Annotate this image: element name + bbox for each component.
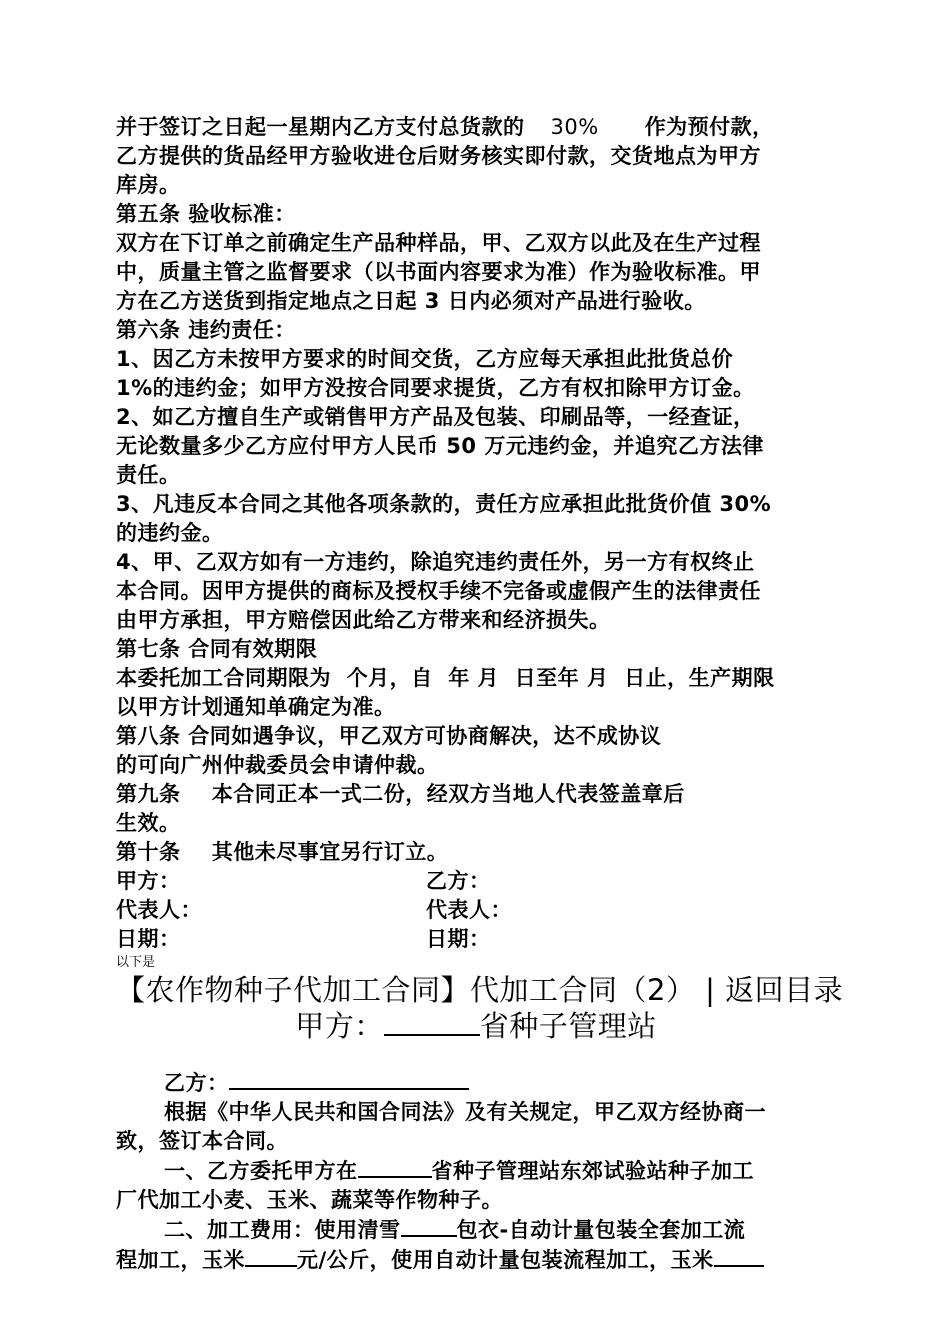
blank-line (401, 1215, 457, 1237)
para1-line1 (116, 113, 836, 142)
spacer (116, 1044, 836, 1068)
contract2-item1-line2: 厂代加工小麦、玉米、蔬菜等作物种子。 (116, 1188, 503, 1212)
article6-line10: 由甲方承担，甲方赔偿因此给乙方带来和经济损失。 (116, 608, 611, 632)
para1-line2: 乙方提供的货品经甲方验收进仓后财务核实即付款，交货地点为甲方 (116, 144, 761, 168)
contract2-item2-line2 (116, 1245, 836, 1275)
article10-line1: 第十条 其他未尽事宜另行订立。 (116, 840, 449, 864)
percent-value: 30% (550, 115, 599, 139)
article6-line6: 3、凡违反本合同之其他各项条款的，责任方应承担此批货价值 30% (116, 492, 772, 516)
contract2-item1-line1 (116, 1156, 836, 1186)
para1-line3: 库房。 (116, 173, 181, 197)
article9-line1: 第九条 本合同正本一式二份，经双方当地人代表签盖章后 (116, 782, 685, 806)
article9-line2: 生效。 (116, 811, 181, 835)
signature-row-party (116, 867, 836, 896)
blank-line (229, 1068, 469, 1090)
date-a-label: 日期： (116, 927, 181, 951)
article8-line1: 第八条 合同如遇争议，甲乙双方可协商解决，达不成协议 (116, 724, 662, 748)
below-note: 以下是 (116, 955, 156, 970)
article6-line2: 1%的违约金；如甲方没按合同要求提货，乙方有权扣除甲方订金。 (116, 376, 755, 400)
text: 并于签订之日起一星期内乙方支付总货款的 (116, 115, 525, 139)
text: 元/公斤，使用自动计量包装流程加工，玉米 (297, 1248, 714, 1272)
article8-line2: 的可向广州仲裁委员会申请仲裁。 (116, 753, 439, 777)
text: 程加工，玉米 (116, 1248, 245, 1272)
article5-line2: 中，质量主管之监督要求（以书面内容要求为准）作为验收标准。甲 (116, 260, 761, 284)
party-a-prefix: 甲方： (295, 1009, 384, 1043)
blank-line (384, 1010, 480, 1036)
article5-heading: 第五条 验收标准： (116, 202, 296, 226)
article6-line9: 本合同。因甲方提供的商标及授权手续不完备或虚假产生的法律责任 (116, 579, 761, 603)
representative-a-label: 代表人： (116, 898, 202, 922)
blank-line (714, 1245, 764, 1267)
article7-line1: 本委托加工合同期限为 个月，自 年 月 日至年 月 日止，生产期限 (116, 666, 775, 690)
date-b-label: 日期： (426, 927, 491, 951)
contract2-basis-line1: 根据《中华人民共和国合同法》及有关规定，甲乙双方经协商一 (164, 1100, 766, 1124)
contract2-party-a (116, 1008, 836, 1044)
text: 作为预付款， (644, 115, 774, 139)
blank-line (245, 1245, 297, 1267)
article5-line1: 双方在下订单之前确定生产品种样品，甲、乙双方以此及在生产过程 (116, 231, 761, 255)
contract2-item2-line1 (116, 1215, 836, 1245)
article7-heading: 第七条 合同有效期限 (116, 637, 318, 661)
contract2-title: 【农作物种子代加工合同】代加工合同（2） | 返回目录 (116, 973, 844, 1007)
article6-heading: 第六条 违约责任： (116, 318, 296, 342)
contract2-party-b (116, 1068, 836, 1098)
text: 省种子管理站东郊试验站种子加工 (431, 1159, 754, 1183)
document-body (116, 113, 844, 1275)
signature-row-date (116, 925, 836, 954)
article6-line1: 1、因乙方未按甲方要求的时间交货，乙方应每天承担此批货总价 (116, 347, 734, 371)
article6-line8: 4、甲、乙双方如有一方违约，除追究违约责任外，另一方有权终止 (116, 550, 755, 574)
article6-line4: 无论数量多少乙方应付甲方人民币 50 万元违约金，并追究乙方法律 (116, 434, 764, 458)
party-a-label: 甲方： (116, 869, 181, 893)
contract2-basis-line2: 致，签订本合同。 (116, 1129, 288, 1153)
signature-row-representative (116, 896, 836, 925)
text: 一、乙方委托甲方在 (164, 1159, 358, 1183)
text: 包衣-自动计量包装全套加工流 (456, 1218, 746, 1242)
representative-b-label: 代表人： (426, 898, 512, 922)
article6-line5: 责任。 (116, 463, 181, 487)
article5-line3: 方在乙方送货到指定地点之日起 3 日内必须对产品进行验收。 (116, 289, 706, 313)
party-b-label: 乙方： (426, 869, 491, 893)
article7-line2: 以甲方计划通知单确定为准。 (116, 695, 396, 719)
blank-line (358, 1156, 432, 1178)
party-a-suffix: 省种子管理站 (479, 1009, 657, 1043)
article6-line3: 2、如乙方擅自生产或销售甲方产品及包装、印刷品等，一经查证， (116, 405, 755, 429)
article6-line7: 的违约金。 (116, 521, 224, 545)
party-b-label: 乙方： (164, 1071, 229, 1095)
text: 二、加工费用：使用清雪 (164, 1218, 401, 1242)
